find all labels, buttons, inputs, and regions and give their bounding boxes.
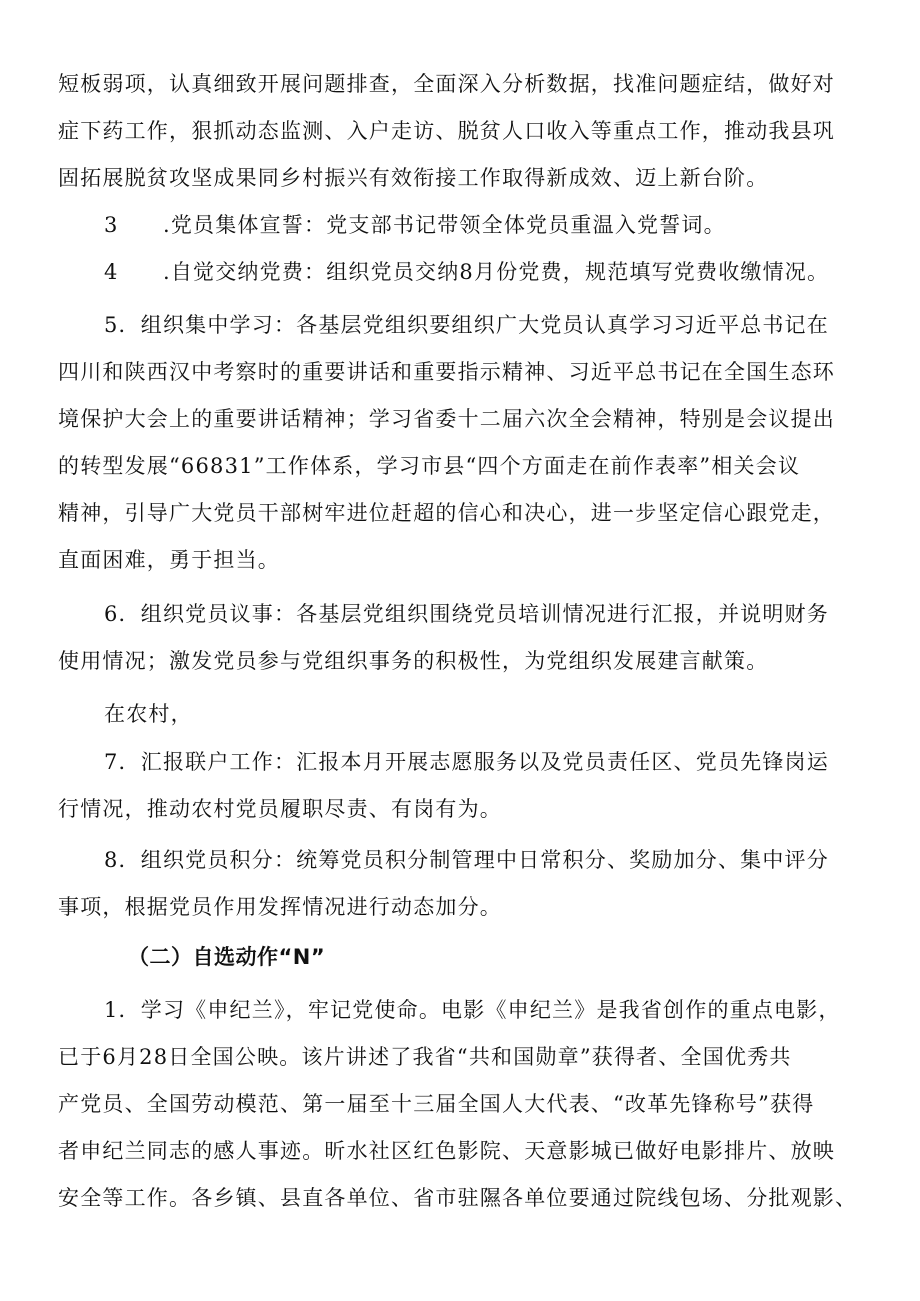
rural-note: 在农村， [104, 702, 193, 726]
item-5-line: 5．组织集中学习：各基层党组织要组织广大党员认真学习习近平总书记在 [104, 313, 829, 337]
optional-1-line: 安全等工作。各乡镇、县直各单位、省市驻隰各单位要通过院线包场、分批观影、 [58, 1186, 858, 1210]
paragraph-line: 短板弱项，认真细致开展问题排查，全面深入分析数据，找准问题症结，做好对 [58, 72, 835, 96]
item-5-line: 精神，引导广大党员干部树牢进位赶超的信心和决心，进一步坚定信心跟党走， [58, 501, 835, 525]
optional-1-line: 1．学习《申纪兰》，牢记党使命。电影《申纪兰》是我省创作的重点电影， [104, 998, 841, 1022]
item-7-line: 7．汇报联户工作：汇报本月开展志愿服务以及党员责任区、党员先锋岗运 [104, 750, 829, 774]
optional-1-line: 者申纪兰同志的感人事迹。昕水社区红色影院、天意影城已做好电影排片、放映 [58, 1139, 835, 1163]
item-4-text: 4 .自觉交纳党费：组织党员交纳8月份党费，规范填写党费收缴情况。 [104, 260, 830, 284]
paragraph-line: 固拓展脱贫攻坚成果同乡村振兴有效衔接工作取得新成效、迈上新台阶。 [58, 166, 769, 190]
paragraph-line: 症下药工作，狠抓动态监测、入户走访、脱贫人口收入等重点工作，推动我县巩 [58, 119, 835, 143]
item-5-line: 直面困难，勇于担当。 [58, 548, 280, 572]
optional-1-line: 已于6月28日全国公映。该片讲述了我省“共和国勋章”获得者、全国优秀共 [58, 1045, 792, 1069]
item-3-text: 3 .党员集体宣誓：党支部书记带领全体党员重温入党誓词。 [104, 213, 726, 237]
item-5-line: 境保护大会上的重要讲话精神；学习省委十二届六次全会精神，特别是会议提出 [58, 407, 835, 431]
item-8-line: 8．组织党员积分：统筹党员积分制管理中日常积分、奖励加分、集中评分 [104, 848, 829, 872]
optional-1-line: 产党员、全国劳动模范、第一届至十三届全国人大代表、“改革先锋称号”获得 [58, 1092, 815, 1116]
section-heading: （二）自选动作“N” [128, 945, 326, 969]
item-8-line: 事项，根据党员作用发挥情况进行动态加分。 [58, 895, 502, 919]
item-6-line: 6．组织党员议事：各基层党组织围绕党员培训情况进行汇报，并说明财务 [104, 602, 829, 626]
item-5-line: 四川和陕西汉中考察时的重要讲话和重要指示精神、习近平总书记在全国生态环 [58, 360, 835, 384]
item-6-line: 使用情况；激发党员参与党组织事务的积极性，为党组织发展建言献策。 [58, 649, 769, 673]
item-7-line: 行情况，推动农村党员履职尽责、有岗有为。 [58, 797, 502, 821]
item-5-line: 的转型发展“66831”工作体系，学习市县“四个方面走在前作表率”相关会议 [58, 454, 801, 478]
